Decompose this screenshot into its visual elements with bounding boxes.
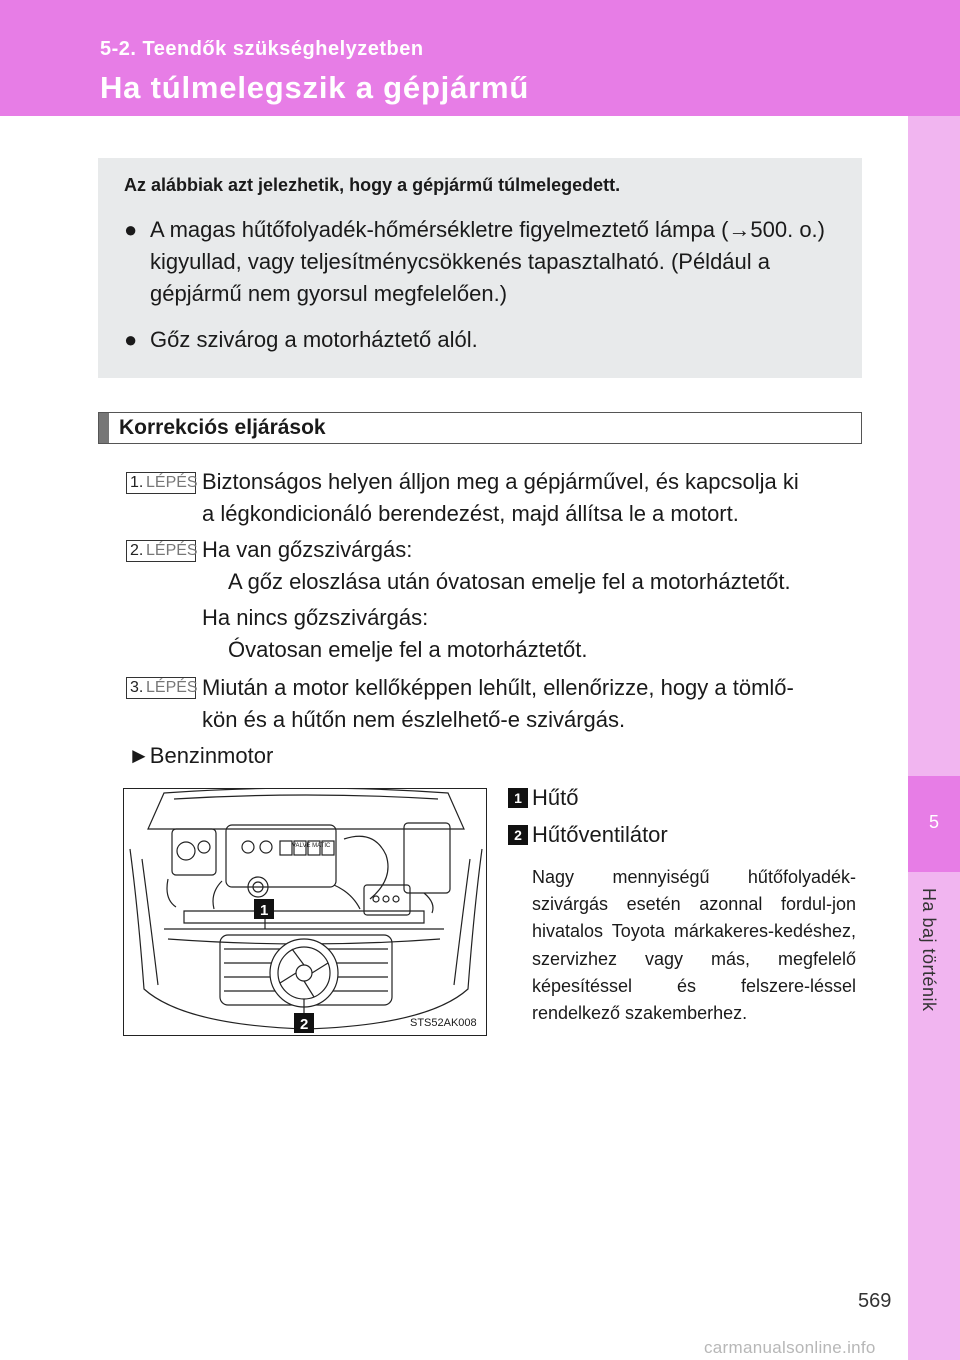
section-heading: Korrekciós eljárások <box>119 416 326 439</box>
step-word: LÉPÉS <box>146 542 198 559</box>
page-number: 569 <box>858 1290 892 1312</box>
step-2-case-1-text: A gőz eloszlása után óvatosan emelje fel a motorháztetőt. <box>228 569 791 594</box>
callout-1-label: 1 <box>260 902 269 919</box>
engine-bay-illustration <box>123 788 487 1036</box>
step-2-case-1-label: Ha van gőzszivárgás: <box>202 537 413 562</box>
legend-2-label: Hűtőventilátor <box>532 822 668 847</box>
engine-bay-drawing <box>124 789 487 1036</box>
callout-2-label: 2 <box>300 1016 309 1033</box>
step-2-tag <box>126 540 196 562</box>
step-2-case-2-text: Óvatosan emelje fel a motorháztetőt. <box>228 637 588 662</box>
engine-type-heading <box>128 740 273 772</box>
engine-type-label: Benzinmotor <box>149 743 274 768</box>
step-word: LÉPÉS <box>146 679 198 696</box>
triangle-arrow-icon: ► <box>128 743 150 768</box>
step-1-line-1: Biztonságos helyen álljon meg a gépjárművel, és kapcsolja ki <box>202 469 799 494</box>
step-1-line-2: a légkondicionáló berendezést, majd állítsa le a motort. <box>202 501 739 526</box>
watermark: carmanualsonline.info <box>704 1338 876 1357</box>
step-2-case-2-label: Ha nincs gőzszivárgás: <box>202 605 429 630</box>
legend-1-badge: 1 <box>508 788 528 808</box>
legend-1-label: Hűtő <box>532 785 579 810</box>
step-3-line-1: Miután a motor kellőképpen lehűlt, ellenőrizze, hogy a tömlő- <box>202 675 794 700</box>
section-title: 5-2. Teendők szükséghelyzetben <box>100 38 424 60</box>
bullet-icon: ● <box>124 217 138 242</box>
step-3-tag <box>126 677 196 699</box>
chapter-number: 5 <box>928 812 939 832</box>
step-1-tag <box>126 472 196 494</box>
section-heading-marker <box>99 413 109 443</box>
step-number: 3. <box>130 679 144 696</box>
step-3-line-2: kön és a hűtőn nem észlelhető-e szivárgás. <box>202 707 626 732</box>
page-header <box>0 0 960 116</box>
section-heading-bar <box>98 412 862 444</box>
leak-note: Nagy mennyiségű hűtőfolyadék-szivárgás esetén azonnal fordul-jon hivatalos Toyota márkakeres-kedéshez, szervizhez vagy más, megfelelő képesítéssel és felszere-léssel rendelkező szakemberhez. <box>532 867 856 1024</box>
legend-2-badge: 2 <box>508 825 528 845</box>
figure-code: STS52AK008 <box>410 1017 477 1029</box>
valvematic-text: VALVE MATIC <box>292 843 331 849</box>
step-word: LÉPÉS <box>146 474 198 491</box>
chapter-side-tab <box>908 116 960 1360</box>
warning-sign-text: Gőz szivárog a motorháztető alól. <box>150 327 478 352</box>
step-number: 1. <box>130 474 144 491</box>
step-number: 2. <box>130 542 144 559</box>
chapter-title: Ha baj történik <box>919 888 939 1012</box>
warning-signs-lead: Az alábbiak azt jelezhetik, hogy a gépjármű túlmelegedett. <box>124 175 621 195</box>
warning-signs-box <box>98 158 862 378</box>
warning-sign-text: A magas hűtőfolyadék-hőmérsékletre figyelmeztető lámpa (→500. o.) kigyullad, vagy teljesítménycsökkenés tapasztalható. (Például a gépjármű nem gyorsul megfelelően.) <box>150 217 825 306</box>
page-title: Ha túlmelegszik a gépjármű <box>100 70 530 105</box>
bullet-icon: ● <box>124 327 138 352</box>
